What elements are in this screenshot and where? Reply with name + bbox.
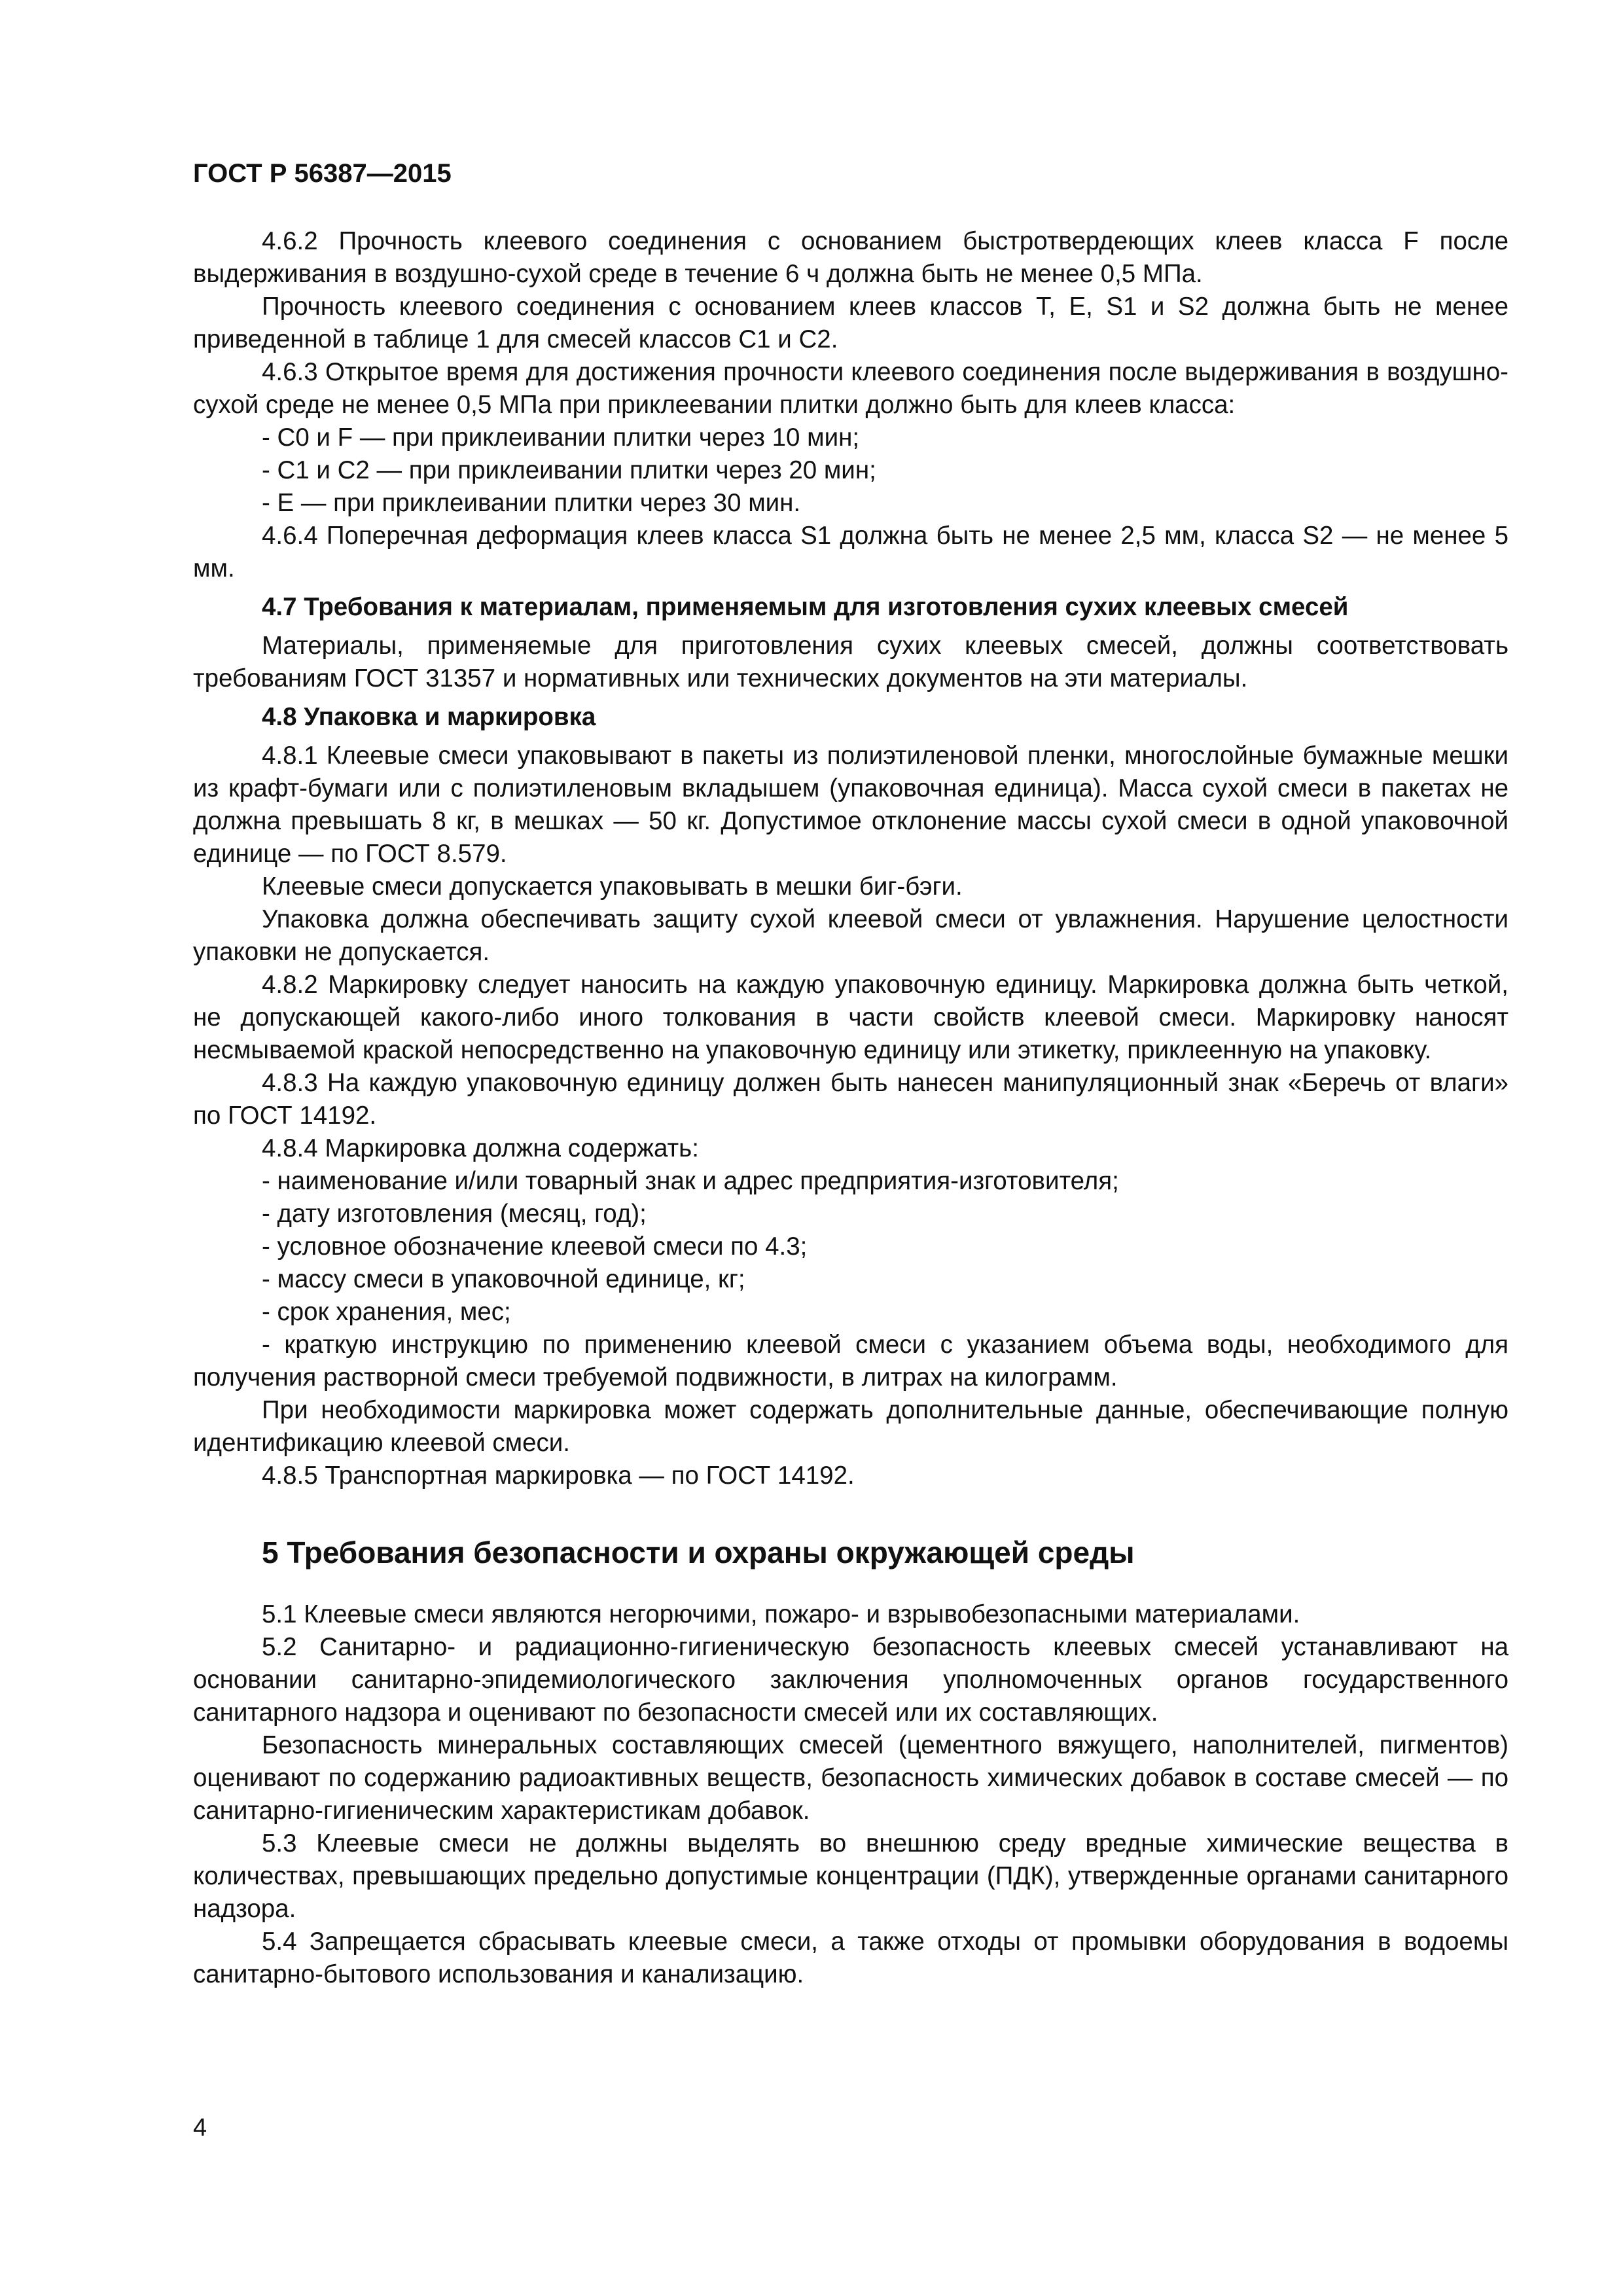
paragraph-5-3: 5.3 Клеевые смеси не должны выделять во внешнюю среду вредные химические вещества в количествах, превышающих предельно допустимые концентрации (ПДК), утвержденные органами санитарного надзора. bbox=[193, 1829, 1508, 1923]
paragraph-5-2: 5.2 Санитарно- и радиационно-гигиеническую безопасность клеевых смесей устанавливают на основании санитарно-эпидемиологического заключения уполномоченных органов государственного санитарного надзора и оценивают по безопасности смесей или их составляющих. bbox=[193, 1633, 1508, 1727]
list-item: - дату изготовления (месяц, год); bbox=[262, 1200, 647, 1228]
list-item: - срок хранения, мес; bbox=[262, 1298, 511, 1326]
paragraph-4-8-3: 4.8.3 На каждую упаковочную единицу должен быть нанесен манипуляционный знак «Беречь от влаги» по ГОСТ 14192. bbox=[193, 1069, 1508, 1130]
paragraph-4-8-4: 4.8.4 Маркировка должна содержать: bbox=[262, 1134, 699, 1162]
list-item: - наименование и/или товарный знак и адрес предприятия-изготовителя; bbox=[262, 1167, 1119, 1195]
paragraph-4-6-3: 4.6.3 Открытое время для достижения прочности клеевого соединения после выдерживания в воздушно-сухой среде не менее 0,5 МПа при приклеевании плитки должно быть для клеев класса: bbox=[193, 358, 1508, 419]
list-item: - условное обозначение клеевой смеси по 4.3; bbox=[262, 1232, 808, 1261]
paragraph-4-8-1: 4.8.1 Клеевые смеси упаковывают в пакеты из полиэтиленовой пленки, многослойные бумажные мешки из крафт-бумаги или с полиэтиленовым вкладышем (упаковочная единица). Масса сухой смеси в пакетах не должна превышать 8 кг, в мешках — 50 кг. Допустимое отклонение массы сухой смеси в одной упаковочной единице — по ГОСТ 8.579. bbox=[193, 742, 1508, 868]
section-heading-5: 5 Требования безопасности и охраны окружающей среды bbox=[262, 1535, 1135, 1570]
subsection-heading-4-8: 4.8 Упаковка и маркировка bbox=[262, 703, 596, 731]
paragraph-4-8-5: 4.8.5 Транспортная маркировка — по ГОСТ 14192. bbox=[262, 1462, 855, 1490]
subsection-heading-4-7: 4.7 Требования к материалам, применяемым для изготовления сухих клеевых смесей bbox=[262, 593, 1349, 621]
list-item: - C1 и C2 — при приклеивании плитки через 20 мин; bbox=[262, 456, 876, 484]
paragraph-4-8-4-cont: При необходимости маркировка может содержать дополнительные данные, обеспечивающие полную идентификацию клеевой смеси. bbox=[193, 1396, 1508, 1457]
list-item: - краткую инструкцию по применению клеевой смеси с указанием объема воды, необходимого для получения растворной смеси требуемой подвижности, в литрах на килограмм. bbox=[193, 1331, 1508, 1391]
page-number: 4 bbox=[193, 2114, 207, 2142]
paragraph-4-6-2-cont: Прочность клеевого соединения с основанием клеев классов T, E, S1 и S2 должна быть не менее приведенной в таблице 1 для смесей классов C1 и C2. bbox=[193, 293, 1508, 353]
paragraph-4-8-1-cont2: Упаковка должна обеспечивать защиту сухой клеевой смеси от увлажнения. Нарушение целостности упаковки не допускается. bbox=[193, 905, 1508, 966]
document-header: ГОСТ Р 56387—2015 bbox=[193, 159, 452, 188]
paragraph-4-8-1-cont: Клеевые смеси допускается упаковывать в мешки биг-бэги. bbox=[262, 872, 963, 901]
paragraph-5-1: 5.1 Клеевые смеси являются негорючими, пожаро- и взрывобезопасными материалами. bbox=[262, 1600, 1300, 1628]
list-item: - C0 и F — при приклеивании плитки через 10 мин; bbox=[262, 423, 860, 452]
list-item: - E — при приклеивании плитки через 30 мин. bbox=[262, 489, 801, 517]
list-item: - массу смеси в упаковочной единице, кг; bbox=[262, 1265, 745, 1293]
paragraph-5-2-cont: Безопасность минеральных составляющих смесей (цементного вяжущего, наполнителей, пигментов) оценивают по содержанию радиоактивных веществ, безопасность химических добавок в составе смесей — по санитарно-гигиеническим характеристикам добавок. bbox=[193, 1731, 1508, 1825]
paragraph-4-6-4: 4.6.4 Поперечная деформация клеев класса S1 должна быть не менее 2,5 мм, класса S2 — не менее 5 мм. bbox=[193, 522, 1508, 583]
document-page bbox=[193, 157, 1508, 1991]
paragraph-4-7: Материалы, применяемые для приготовления сухих клеевых смесей, должны соответствовать требованиям ГОСТ 31357 и нормативных или технических документов на эти материалы. bbox=[193, 632, 1508, 692]
paragraph-5-4: 5.4 Запрещается сбрасывать клеевые смеси, а также отходы от промывки оборудования в водоемы санитарно-бытового использования и канализацию. bbox=[193, 1928, 1508, 1988]
paragraph-4-6-2: 4.6.2 Прочность клеевого соединения с основанием быстротвердеющих клеев класса F после выдерживания в воздушно-сухой среде в течение 6 ч должна быть не менее 0,5 МПа. bbox=[193, 227, 1508, 288]
paragraph-4-8-2: 4.8.2 Маркировку следует наносить на каждую упаковочную единицу. Маркировка должна быть четкой, не допускающей какого-либо иного толкования в части свойств клеевой смеси. Маркировку наносят несмываемой краской непосредственно на упаковочную единицу или этикетку, приклеенную на упаковку. bbox=[193, 971, 1508, 1064]
